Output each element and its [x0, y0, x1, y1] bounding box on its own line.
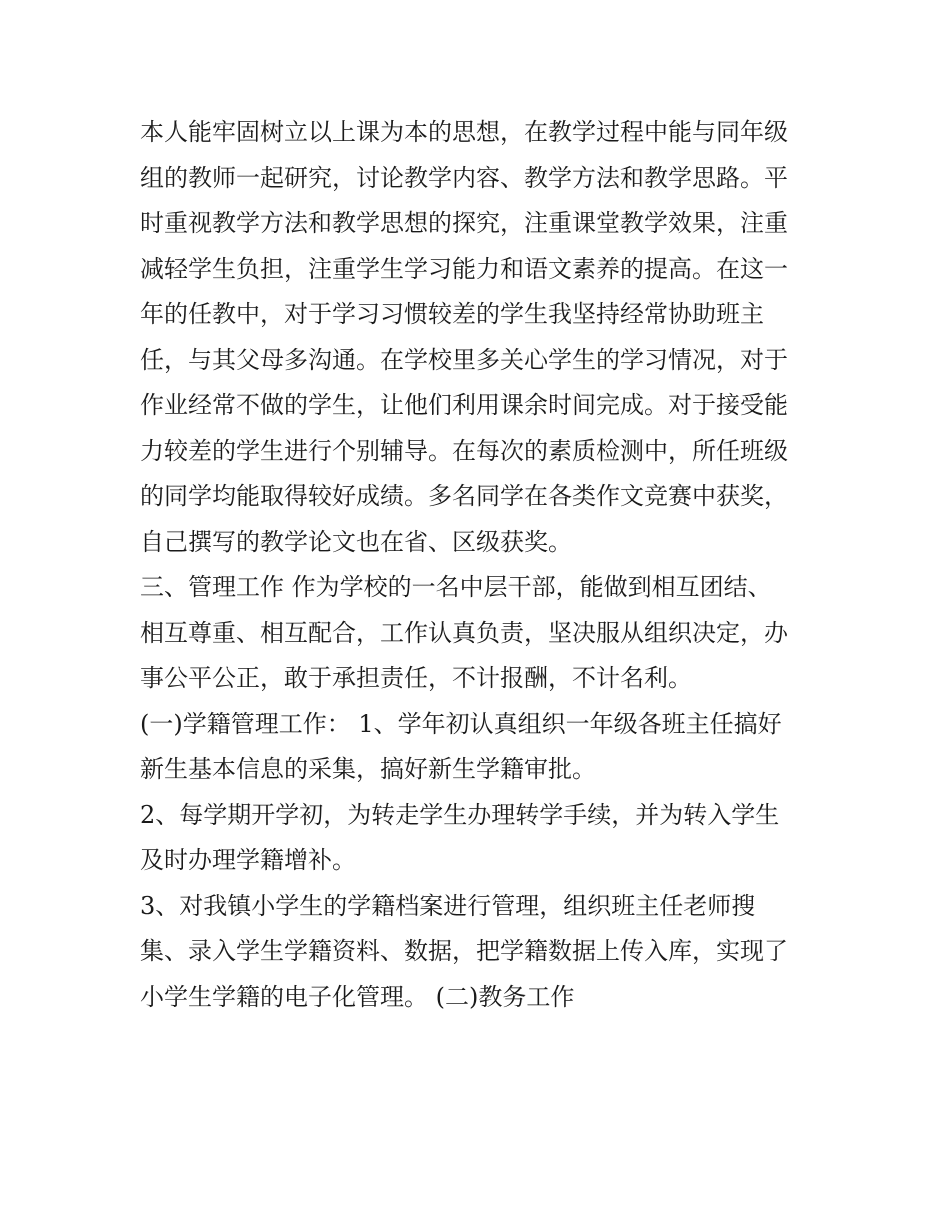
text-line: 时重视教学方法和教学思想的探究，注重课堂教学效果，注重 — [140, 209, 788, 237]
text-line: 自己撰写的教学论文也在省、区级获奖。 — [140, 527, 572, 556]
document-body — [140, 110, 812, 1020]
text-line: 及时办理学籍增补。 — [140, 846, 356, 874]
text-line: 小学生学籍的电子化管理。 (二)教务工作 — [140, 982, 575, 1011]
text-line: 组的教师一起研究，讨论教学内容、教学方法和教学思路。平 — [140, 163, 788, 192]
text-line: 力较差的学生进行个别辅导。在每次的素质检测中，所任班级 — [140, 436, 788, 465]
list-item-line: 2、每学期开学初，为转走学生办理转学手续，并为转入学生 — [140, 800, 780, 829]
text-line: 本人能牢固树立以上课为本的思想，在教学过程中能与同年级 — [140, 118, 788, 146]
text-line: 任，与其父母多沟通。在学校里多关心学生的学习情况，对于 — [140, 345, 788, 374]
text-line: 年的任教中，对于学习习惯较差的学生我坚持经常协助班主 — [140, 300, 764, 328]
text-line: 相互尊重、相互配合，工作认真负责，坚决服从组织决定，办 — [140, 618, 788, 647]
text-line: 作业经常不做的学生，让他们利用课余时间完成。对于接受能 — [140, 391, 788, 419]
text-line: 集、录入学生学籍资料、数据，把学籍数据上传入库，实现了 — [140, 937, 788, 965]
subsection-heading-line: (一)学籍管理工作： 1、学年初认真组织一年级各班主任搞好 — [140, 709, 782, 738]
text-line: 事公平公正，敢于承担责任，不计报酬，不计名利。 — [140, 664, 692, 692]
text-line: 减轻学生负担，注重学生学习能力和语文素养的提高。在这一 — [140, 254, 788, 283]
text-line: 的同学均能取得较好成绩。多名同学在各类作文竞赛中获奖， — [140, 482, 788, 510]
text-line: 新生基本信息的采集，搞好新生学籍审批。 — [140, 755, 596, 783]
section-heading-line: 三、管理工作 作为学校的一名中层干部，能做到相互团结、 — [140, 573, 772, 601]
list-item-line: 3、对我镇小学生的学籍档案进行管理，组织班主任老师搜 — [140, 891, 756, 920]
